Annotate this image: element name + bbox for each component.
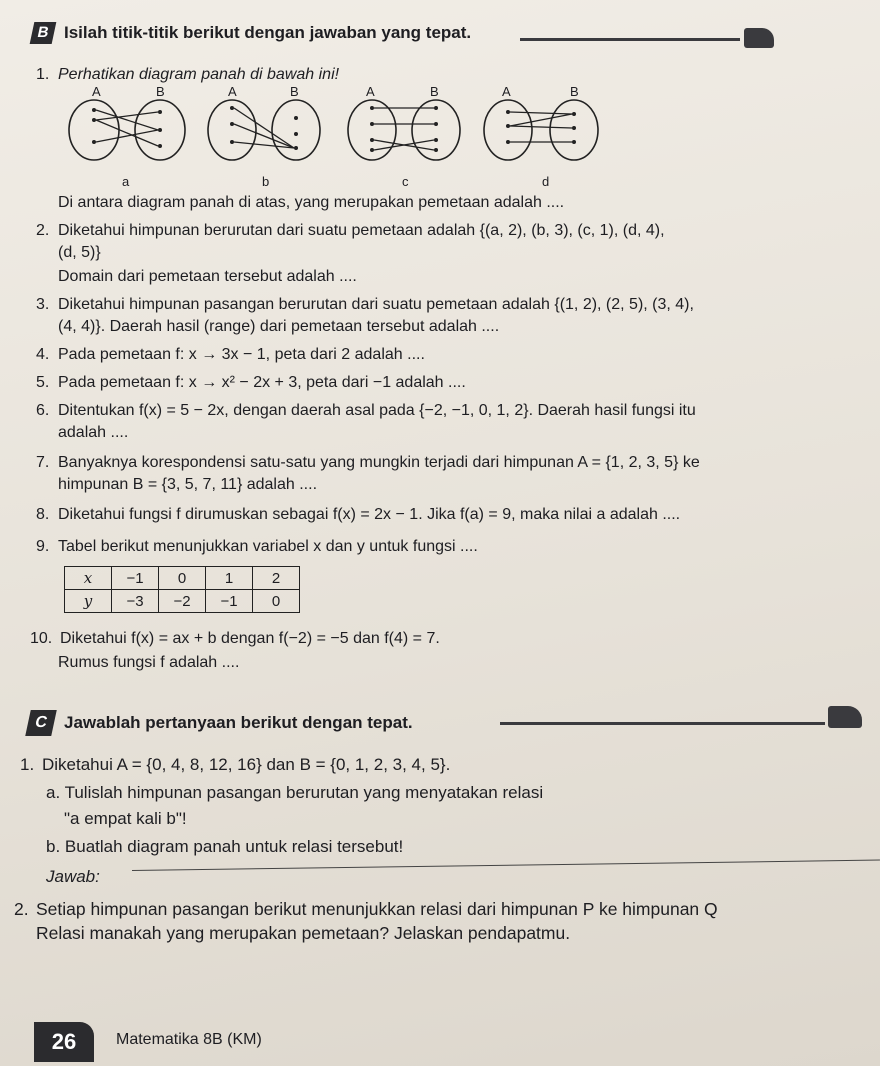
diagram-d-label: d bbox=[542, 174, 550, 189]
section-b-rule-end bbox=[744, 28, 774, 48]
book-title: Matematika 8B (KM) bbox=[116, 1031, 262, 1048]
section-c-badge: C bbox=[25, 710, 57, 736]
section-c-title: Jawablah pertanyaan berikut dengan tepat. bbox=[64, 713, 413, 732]
table-cell: 1 bbox=[206, 567, 253, 590]
question-9-text: Tabel berikut menunjukkan variabel x dan y untuk fungsi .... bbox=[58, 538, 478, 555]
diagram-c-graphic bbox=[344, 90, 470, 162]
question-5-text: Pada pemetaan f: x → x² − 2x + 3, peta dari −1 adalah .... bbox=[58, 374, 466, 391]
essay-question-2-line2: Relasi manakah yang merupakan pemetaan? Jelaskan pendapatmu. bbox=[36, 923, 571, 943]
question-7-line2: himpunan B = {3, 5, 7, 11} adalah .... bbox=[58, 476, 318, 493]
question-6-line1: Ditentukan f(x) = 5 − 2x, dengan daerah asal pada {−2, −1, 0, 1, 2}. Daerah hasil fungsi itu bbox=[58, 402, 696, 419]
section-c-rule-end bbox=[828, 706, 862, 728]
question-2-line3: Domain dari pemetaan tersebut adalah .... bbox=[58, 268, 357, 285]
section-b-rule bbox=[520, 38, 740, 41]
question-2-line1: Diketahui himpunan berurutan dari suatu pemetaan adalah {(a, 2), (b, 3), (c, 1), (d, 4), bbox=[58, 222, 665, 239]
question-6: 6. Ditentukan f(x) = 5 − 2x, dengan daerah asal pada {−2, −1, 0, 1, 2}. Daerah hasil fungsi itu bbox=[36, 402, 696, 419]
section-b-title: Isilah titik-titik berikut dengan jawaban yang tepat. bbox=[64, 23, 472, 42]
answer-line bbox=[132, 860, 880, 871]
question-2: 2. Diketahui himpunan berurutan dari suatu pemetaan adalah {(a, 2), (b, 3), (c, 1), (d, 4), bbox=[36, 222, 665, 239]
section-b-badge: B bbox=[30, 22, 57, 44]
question-8-text: Diketahui fungsi f dirumuskan sebagai f(x) = 2x − 1. Jika f(a) = 9, maka nilai a adalah .... bbox=[58, 506, 681, 523]
question-1-prompt: Di antara diagram panah di atas, yang merupakan pemetaan adalah .... bbox=[58, 194, 565, 211]
essay-question-1: 1. Diketahui A = {0, 4, 8, 12, 16} dan B = {0, 1, 2, 3, 4, 5}. bbox=[20, 755, 451, 774]
question-4-text: Pada pemetaan f: x → 3x − 1, peta dari 2 adalah .... bbox=[58, 346, 425, 363]
page-number-badge bbox=[34, 1022, 94, 1062]
table-row-x bbox=[65, 567, 300, 590]
diagram-b-set-b: B bbox=[290, 84, 299, 99]
question-5: 5. Pada pemetaan f: x → x² − 2x + 3, peta dari −1 adalah .... bbox=[36, 374, 466, 391]
diagram-b-label: b bbox=[262, 174, 270, 189]
diagram-c-set-a: A bbox=[366, 84, 375, 99]
arrow-diagram-d bbox=[480, 84, 606, 189]
section-c-header bbox=[28, 710, 413, 736]
arrow-diagram-c bbox=[344, 84, 470, 189]
table-cell: 2 bbox=[253, 567, 300, 590]
question-10: 10. Diketahui f(x) = ax + b dengan f(−2) = −5 dan f(4) = 7. bbox=[30, 630, 440, 647]
section-c-rule bbox=[500, 722, 825, 725]
diagram-a-label: a bbox=[122, 174, 130, 189]
table-cell: 0 bbox=[253, 590, 300, 613]
diagram-d-graphic bbox=[480, 90, 606, 162]
essay-question-2: 2. Setiap himpunan pasangan berikut menunjukkan relasi dari himpunan P ke himpunan Q bbox=[14, 899, 718, 919]
answer-label: Jawab: bbox=[46, 867, 100, 886]
diagram-c-label: c bbox=[402, 174, 409, 189]
table-cell: x bbox=[65, 567, 112, 590]
question-9: 9. Tabel berikut menunjukkan variabel x dan y untuk fungsi .... bbox=[36, 538, 478, 555]
arrow-diagram-a bbox=[64, 84, 190, 189]
diagram-a-set-a: A bbox=[92, 84, 101, 99]
essay-question-1-b: b. Buatlah diagram panah untuk relasi tersebut! bbox=[46, 837, 404, 856]
question-2-line2: (d, 5)} bbox=[58, 244, 101, 261]
essay-question-1-a-line1: a. Tulislah himpunan pasangan berurutan yang menyatakan relasi bbox=[46, 783, 544, 802]
diagram-a-set-b: B bbox=[156, 84, 165, 99]
question-7: 7. Banyaknya korespondensi satu-satu yang mungkin terjadi dari himpunan A = {1, 2, 3, 5} ke bbox=[36, 454, 700, 471]
question-3: 3. Diketahui himpunan pasangan berurutan dari suatu pemetaan adalah {(1, 2), (2, 5), (3, 4), bbox=[36, 296, 694, 313]
table-cell: −2 bbox=[159, 590, 206, 613]
table-cell: −1 bbox=[112, 567, 159, 590]
essay-question-1-line1: Diketahui A = {0, 4, 8, 12, 16} dan B = {0, 1, 2, 3, 4, 5}. bbox=[42, 755, 451, 774]
question-4: 4. Pada pemetaan f: x → 3x − 1, peta dari 2 adalah .... bbox=[36, 346, 425, 363]
question-1-text: Perhatikan diagram panah di bawah ini! bbox=[58, 66, 340, 83]
table-row-y bbox=[65, 590, 300, 613]
diagram-d-set-b: B bbox=[570, 84, 579, 99]
diagram-c-set-b: B bbox=[430, 84, 439, 99]
table-cell: −3 bbox=[112, 590, 159, 613]
arrow-diagram-b bbox=[204, 84, 330, 189]
page-number: 26 bbox=[51, 1029, 77, 1054]
diagram-a-graphic bbox=[64, 90, 190, 162]
essay-question-1-a-line2: "a empat kali b"! bbox=[64, 809, 187, 828]
question-10-line2: Rumus fungsi f adalah .... bbox=[58, 654, 240, 671]
diagram-b-graphic bbox=[204, 90, 330, 162]
question-8: 8. Diketahui fungsi f dirumuskan sebagai f(x) = 2x − 1. Jika f(a) = 9, maka nilai a adalah .... bbox=[36, 506, 681, 523]
question-10-line1: Diketahui f(x) = ax + b dengan f(−2) = −5 dan f(4) = 7. bbox=[60, 630, 440, 647]
diagram-d-set-a: A bbox=[502, 84, 511, 99]
essay-question-2-line1: Setiap himpunan pasangan berikut menunjukkan relasi dari himpunan P ke himpunan Q bbox=[36, 899, 718, 919]
table-cell: 0 bbox=[159, 567, 206, 590]
xy-table bbox=[64, 566, 300, 613]
question-6-line2: adalah .... bbox=[58, 424, 129, 441]
question-1: 1. Perhatikan diagram panah di bawah ini! bbox=[36, 66, 340, 83]
diagram-b-set-a: A bbox=[228, 84, 237, 99]
question-3-line1: Diketahui himpunan pasangan berurutan dari suatu pemetaan adalah {(1, 2), (2, 5), (3, 4), bbox=[58, 296, 694, 313]
question-7-line1: Banyaknya korespondensi satu-satu yang mungkin terjadi dari himpunan A = {1, 2, 3, 5} ke bbox=[58, 454, 700, 471]
section-b-header bbox=[32, 22, 471, 44]
table-cell: −1 bbox=[206, 590, 253, 613]
question-3-line2: (4, 4)}. Daerah hasil (range) dari pemetaan tersebut adalah .... bbox=[58, 318, 500, 335]
table-cell: y bbox=[65, 590, 112, 613]
